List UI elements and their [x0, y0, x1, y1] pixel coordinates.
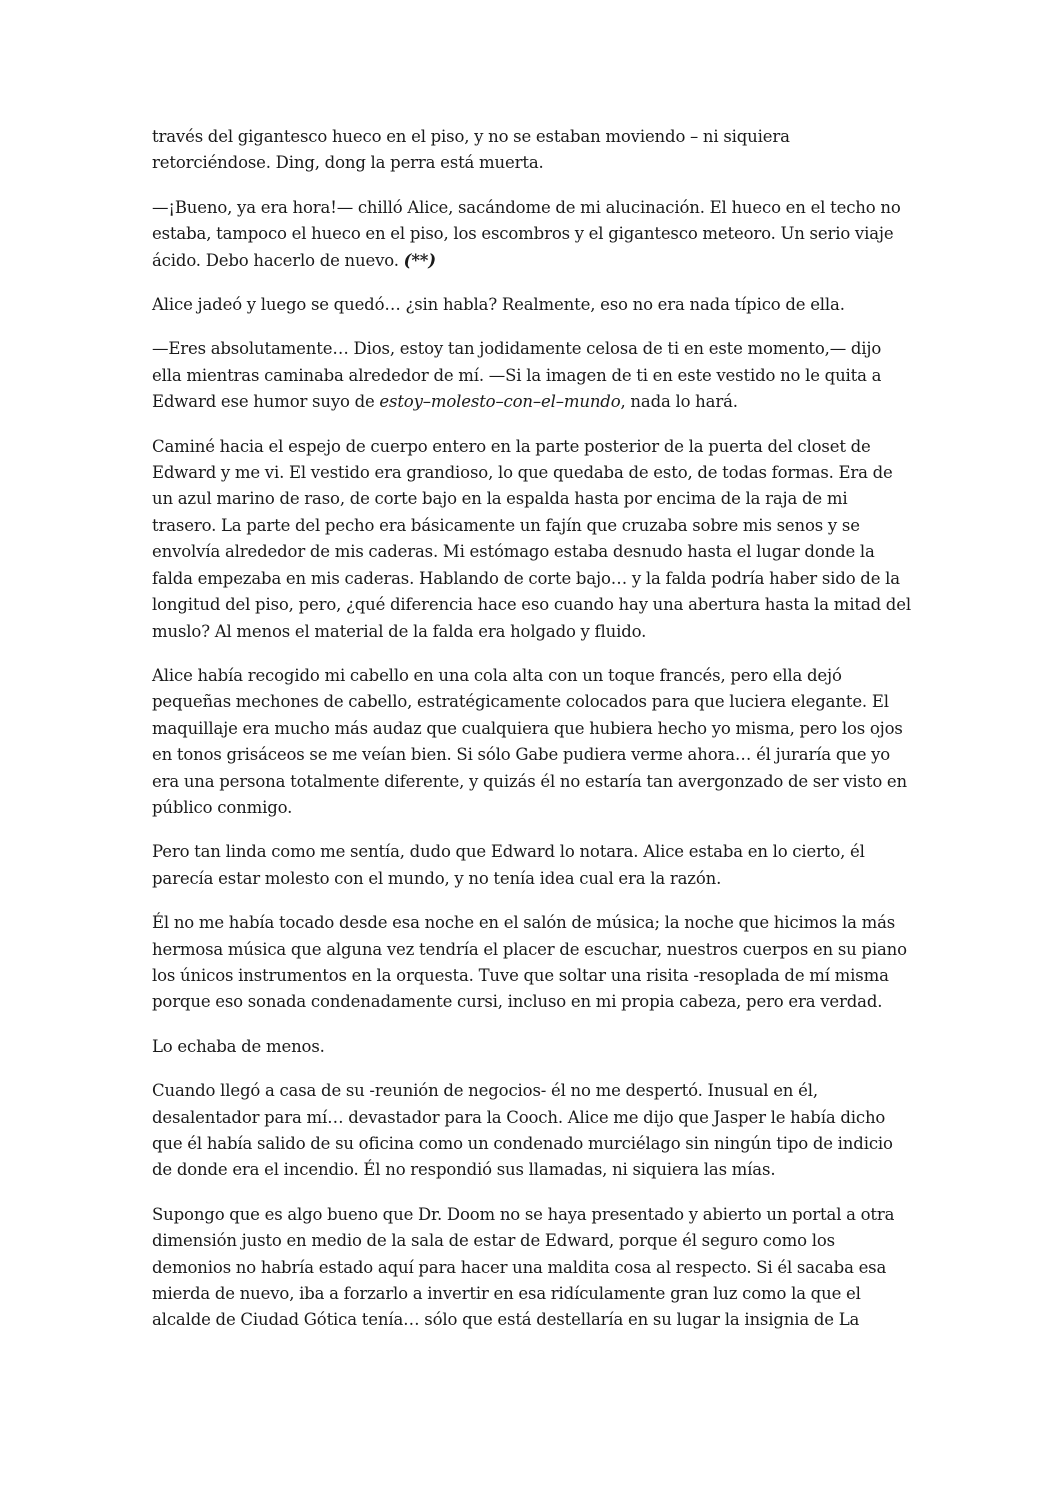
- paragraph-text: , nada lo hará.: [620, 392, 738, 412]
- paragraph: [152, 1078, 912, 1184]
- emphasis-text: estoy–molesto–con–el–mundo: [379, 392, 621, 412]
- paragraph-text: Alice jadeó y luego se quedó… ¿sin habla? Realmente, eso no era nada típico de ella.: [152, 295, 845, 315]
- paragraph-text: Supongo que es algo bueno que Dr. Doom no se haya presentado y abierto un portal a otra dimensión justo en medio de la sala de estar de Edward, porque él seguro como los demonios no habría estado aquí para hacer una maldita cosa al respecto. Si él sacaba esa mierda de nuevo, iba a forzarlo a invertir en esa ridículamente gran luz como la que el alcalde de Ciudad Gótica tenía… sólo que está destellaría en su lugar la insignia de La: [152, 1204, 895, 1330]
- paragraph-text: Lo echaba de menos.: [152, 1036, 325, 1056]
- paragraph: [152, 1202, 912, 1334]
- paragraph-text: —Eres absolutamente… Dios, estoy tan jodidamente celosa de ti en este momento,— dijo ella mientras caminaba alrededor de mí. —Si la imagen de ti en este vestido no le quita a Edward ese humor suyo de: [152, 339, 882, 412]
- paragraph-text: Él no me había tocado desde esa noche en el salón de música; la noche que hicimos la más hermosa música que alguna vez tendría el placer de escuchar, nuestros cuerpos en su piano los únicos instrumentos en la orquesta. Tuve que soltar una risita -resoplada de mí misma porque eso sonada condenadamente cursi, incluso en mi propia cabeza, pero era verdad.: [152, 913, 907, 1012]
- footnote-marker: (**): [403, 250, 436, 270]
- paragraph: [152, 839, 912, 892]
- paragraph-text: —¡Bueno, ya era hora!— chilló Alice, sacándome de mi alucinación. El hueco en el techo no estaba, tampoco el hueco en el piso, los escombros y el gigantesco meteoro. Un serio viaje ácido. Debo hacerlo de nuevo.: [152, 197, 901, 270]
- paragraph: [152, 195, 912, 274]
- paragraph: [152, 910, 912, 1016]
- paragraph-text: Cuando llegó a casa de su -reunión de negocios- él no me despertó. Inusual en él, desalentador para mí… devastador para la Cooch. Alice me dijo que Jasper le había dicho que él había salido de su oficina como un condenado murciélago sin ningún tipo de indicio de donde era el incendio. Él no respondió sus llamadas, ni siquiera las mías.: [152, 1081, 893, 1180]
- paragraph: [152, 663, 912, 821]
- paragraph: [152, 434, 912, 645]
- body-text: [152, 124, 912, 1352]
- paragraph: [152, 1034, 912, 1060]
- paragraph-text: través del gigantesco hueco en el piso, y no se estaban moviendo – ni siquiera retorciéndose. Ding, dong la perra está muerta.: [152, 127, 790, 173]
- paragraph-text: Alice había recogido mi cabello en una cola alta con un toque francés, pero ella dejó pequeñas mechones de cabello, estratégicamente colocados para que luciera elegante. El maquillaje era mucho más audaz que cualquiera que hubiera hecho yo misma, pero los ojos en tonos grisáceos se me veían bien. Si sólo Gabe pudiera verme ahora… él juraría que yo era una persona totalmente diferente, y quizás él no estaría tan avergonzado de ser visto en público conmigo.: [152, 665, 908, 817]
- paragraph-text: Caminé hacia el espejo de cuerpo entero en la parte posterior de la puerta del closet de Edward y me vi. El vestido era grandioso, lo que quedaba de esto, de todas formas. Era de un azul marino de raso, de corte bajo en la espalda hasta por encima de la raja de mi trasero. La parte del pecho era básicamente un fajín que cruzaba sobre mis senos y se envolvía alrededor de mis caderas. Mi estómago estaba desnudo hasta el lugar donde la falda empezaba en mis caderas. Hablando de corte bajo… y la falda podría haber sido de la longitud del piso, pero, ¿qué diferencia hace eso cuando hay una abertura hasta la mitad del muslo? Al menos el material de la falda era holgado y fluido.: [152, 436, 911, 641]
- paragraph: [152, 292, 912, 318]
- paragraph-text: Pero tan linda como me sentía, dudo que Edward lo notara. Alice estaba en lo cierto, él parecía estar molesto con el mundo, y no tenía idea cual era la razón.: [152, 842, 865, 888]
- paragraph: [152, 336, 912, 415]
- paragraph: [152, 124, 912, 177]
